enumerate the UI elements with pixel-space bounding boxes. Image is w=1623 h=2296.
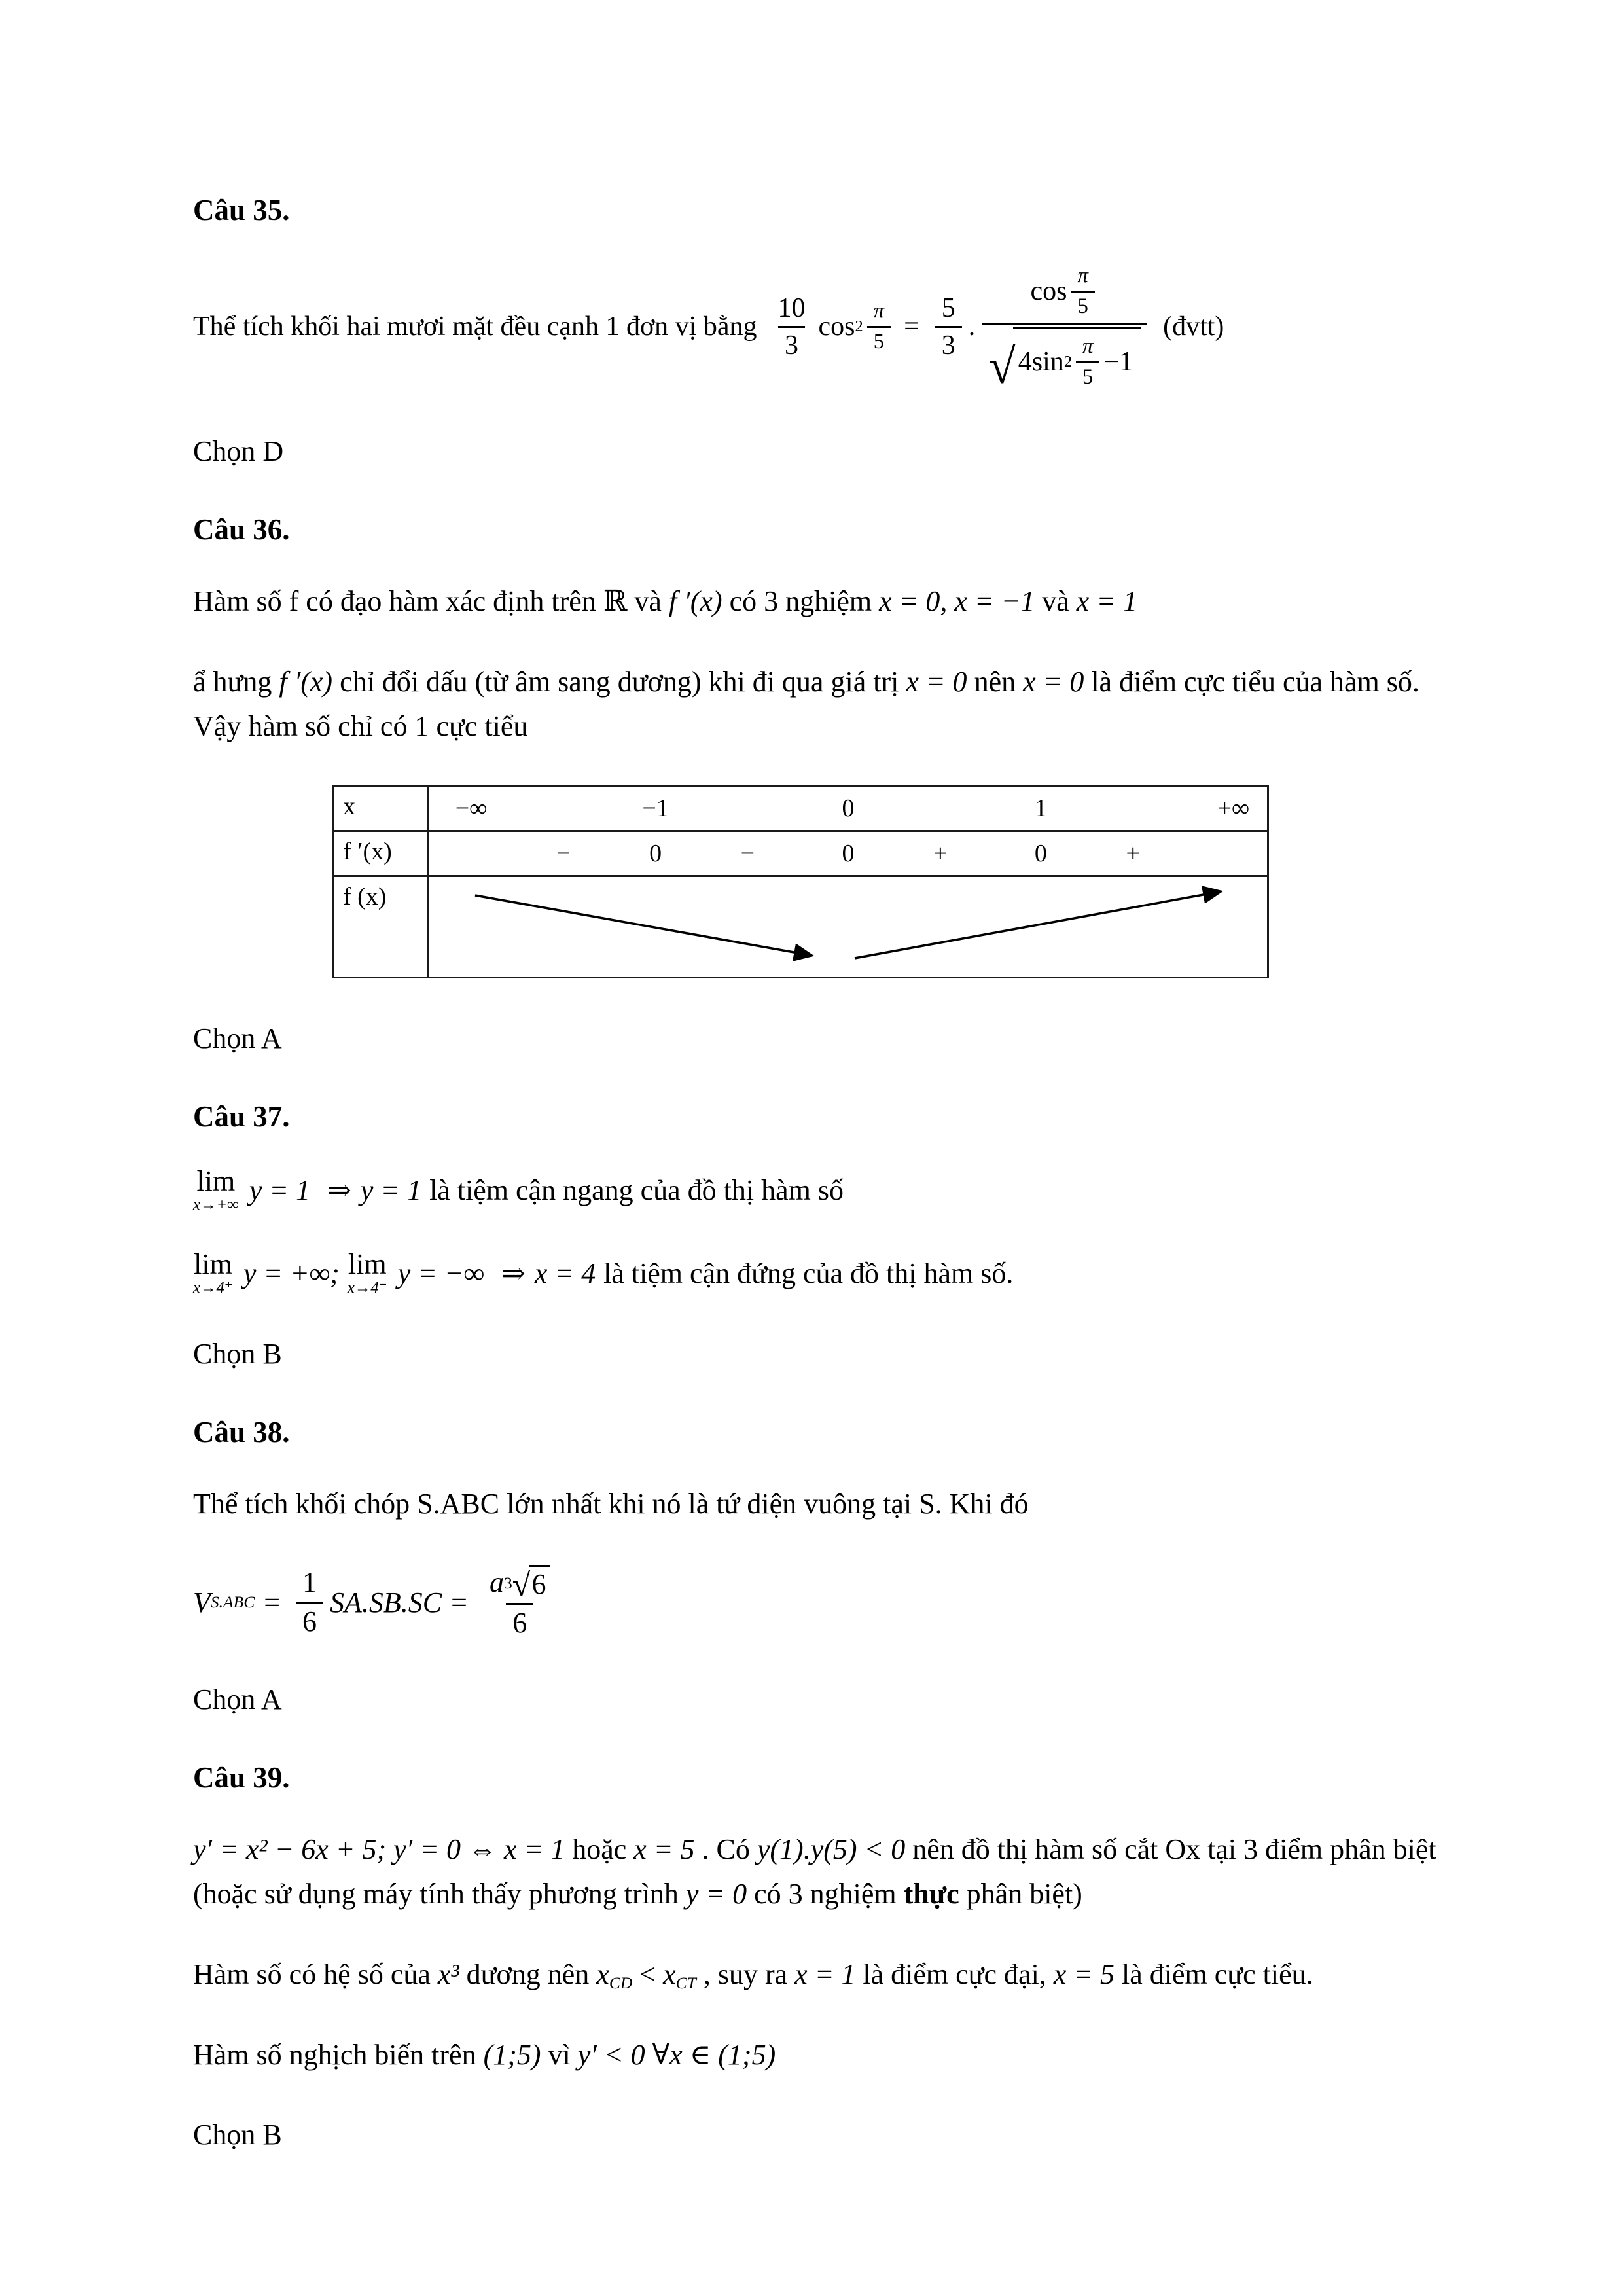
text-run: , suy ra xyxy=(696,1958,795,1991)
question-39-paragraph-1 xyxy=(193,1827,1436,1916)
question-37-line-1 xyxy=(193,1166,1436,1213)
limit-notation xyxy=(193,1166,239,1213)
x-value: 0 xyxy=(842,795,855,823)
math-fragment: y = 1 xyxy=(249,1174,310,1206)
question-37-line-2 xyxy=(193,1249,1436,1297)
bold-word: thực xyxy=(903,1877,959,1910)
exponent: 2 xyxy=(855,317,863,336)
lim-subscript: x→+∞ xyxy=(193,1196,239,1214)
variable-x: x xyxy=(596,1958,609,1991)
text-run: và xyxy=(1035,584,1077,617)
variation-table xyxy=(332,785,1269,978)
math-fragment: x = 5 xyxy=(633,1833,695,1865)
cos-function: cos xyxy=(1030,276,1067,307)
fraction-denominator: 3 xyxy=(935,326,962,363)
sign-value: − xyxy=(556,840,571,868)
text-run: . Có xyxy=(694,1833,757,1865)
text-run: là điểm cực tiểu. xyxy=(1115,1958,1313,1991)
question-38-formula xyxy=(193,1563,1436,1642)
limit-notation xyxy=(193,1249,233,1297)
radical-sign: √ xyxy=(512,1566,531,1603)
math-fragment: y = 1 xyxy=(360,1174,422,1206)
question-39 xyxy=(193,1761,1436,2152)
math-fragment: f ′(x) xyxy=(279,665,333,698)
text-run: là điểm cực đại, xyxy=(855,1958,1054,1991)
question-36 xyxy=(193,512,1436,1056)
text-run: phân biệt) xyxy=(959,1877,1082,1910)
fraction-denominator: 6 xyxy=(506,1603,533,1642)
x-value: 1 xyxy=(1034,795,1047,823)
question-38-paragraph: Thể tích khối chóp S.ABC lớn nhất khi nó là tứ diện vuông tại S. Khi đó xyxy=(193,1488,1029,1520)
math-fragment: x = 1 xyxy=(794,1958,856,1991)
square-root xyxy=(988,327,1141,395)
answer-choice-q36: Chọn A xyxy=(193,1022,282,1055)
lim-word: lim xyxy=(194,1248,232,1281)
volume-subscript: S.ABC xyxy=(210,1592,255,1612)
text-run: Hàm số f có đạo hàm xác định trên xyxy=(193,584,603,617)
radicand xyxy=(1013,327,1141,391)
lim-word: lim xyxy=(196,1165,236,1198)
text-run: hoặc xyxy=(565,1833,634,1865)
question-38 xyxy=(193,1415,1436,1715)
row-f-arrows xyxy=(429,877,1267,977)
text-run: có 3 nghiệm xyxy=(722,584,880,617)
variable-x: x xyxy=(663,1958,676,1991)
answer-choice-q39: Chọn B xyxy=(193,2119,282,2151)
subscript-CT: CT xyxy=(675,1973,696,1993)
fraction-numerator: π xyxy=(1077,264,1088,287)
result-fraction xyxy=(483,1563,557,1642)
math-fragment: x = 1 xyxy=(1076,584,1138,617)
sign-value: + xyxy=(1126,840,1140,868)
sign-value: − xyxy=(740,840,755,868)
answer-choice-q37: Chọn B xyxy=(193,1338,282,1371)
lim-subscript: x→4⁺ xyxy=(193,1279,233,1297)
question-36-paragraph-1 xyxy=(193,579,1436,624)
text-run: nên xyxy=(967,665,1024,698)
big-fraction-denominator xyxy=(982,323,1147,393)
question-37-heading: Câu 37. xyxy=(193,1100,290,1134)
lim-subscript: x→4⁻ xyxy=(347,1279,387,1297)
subscript-CD: CD xyxy=(609,1973,633,1993)
text-run: ẩ hưng xyxy=(193,665,279,698)
fraction-numerator: 5 xyxy=(941,293,955,323)
variable-a: a xyxy=(489,1566,504,1599)
big-fraction-numerator xyxy=(1024,260,1105,323)
fraction-pi-5 xyxy=(1076,332,1099,391)
math-fragment: x = 0 xyxy=(1023,665,1084,698)
real-numbers-symbol: ℝ xyxy=(603,584,628,617)
fraction-numerator: 10 xyxy=(777,293,806,323)
math-fragment: y′ < 0 ∀x ∈ (1;5) xyxy=(577,2039,776,2072)
radical-sign: √ xyxy=(988,340,1016,395)
fraction-pi-5 xyxy=(1071,262,1094,321)
sign-value: + xyxy=(933,840,948,868)
answer-choice-q35: Chọn D xyxy=(193,435,284,467)
fraction-pi-5 xyxy=(867,297,891,356)
math-fragment: f ′(x) xyxy=(668,584,722,617)
math-fragment: x³ xyxy=(437,1958,459,1991)
implies-arrow: ⇒ xyxy=(501,1257,526,1289)
implies-arrow: ⇒ xyxy=(327,1174,351,1206)
big-fraction xyxy=(982,260,1147,394)
math-fragment: x = 0 xyxy=(906,665,967,698)
minus-one: −1 xyxy=(1103,347,1133,378)
fraction-1-6 xyxy=(296,1564,323,1640)
exponent: 3 xyxy=(503,1573,512,1592)
text-run: có 3 nghiệm xyxy=(747,1877,904,1910)
row-fprime-values xyxy=(429,832,1267,875)
question-35 xyxy=(193,193,1436,468)
x-value: −1 xyxy=(642,795,669,823)
text-run: Hàm số có hệ số của xyxy=(193,1958,438,1991)
question-35-statement xyxy=(193,260,1436,394)
text-run: là tiệm cận đứng của đồ thị hàm số. xyxy=(603,1257,1014,1289)
radicand: 6 xyxy=(529,1565,550,1602)
math-fragment: y(1).y(5) < 0 xyxy=(757,1833,906,1865)
fraction-5-3 xyxy=(935,291,962,364)
fraction-denominator: 5 xyxy=(1076,361,1099,392)
less-than: < xyxy=(632,1958,664,1991)
table-row-f xyxy=(334,875,1267,977)
fraction-numerator: π xyxy=(1082,334,1094,359)
row-label-fprime: f ′(x) xyxy=(334,832,429,875)
exponent: 2 xyxy=(1063,353,1072,371)
text-run: dương nên xyxy=(459,1958,597,1991)
fraction-denominator: 5 xyxy=(1071,291,1095,321)
row-label-x: x xyxy=(334,787,429,830)
sign-value: 0 xyxy=(842,840,855,868)
text-run: nên đồ thị hàm số cắt Ox tại 3 điểm phân biệt (hoặc sử dụng máy tính thấy phương trình xyxy=(193,1833,1436,1910)
text-run: Thể tích khối hai mươi mặt đều cạnh 1 đơn vị bằng xyxy=(193,312,757,342)
x-value: −∞ xyxy=(455,795,488,823)
table-row-x xyxy=(334,787,1267,830)
fraction-denominator: 5 xyxy=(867,326,891,357)
lim-word: lim xyxy=(348,1248,387,1281)
text-run: vì xyxy=(541,2039,578,2072)
fraction-denominator: 6 xyxy=(296,1602,323,1641)
math-fragment: y = −∞ xyxy=(397,1257,484,1289)
math-fragment: y′ = x² − 6x + 5; y′ = 0 ⇔ x = 1 xyxy=(193,1833,565,1865)
equals-sign: = xyxy=(264,1586,281,1619)
equals-sign: = xyxy=(451,1586,467,1619)
text-run: chỉ đổi dấu (từ âm sang dương) khi đi qua giá trị xyxy=(332,665,906,698)
fraction-numerator xyxy=(483,1563,557,1604)
multiplication-dot: . xyxy=(968,312,976,342)
question-36-paragraph-2 xyxy=(193,660,1436,749)
text-run: và xyxy=(627,584,669,617)
question-39-paragraph-3 xyxy=(193,2033,1436,2077)
sin-function: 4sin xyxy=(1018,347,1064,378)
volume-symbol: V xyxy=(193,1586,211,1619)
sign-value: 0 xyxy=(1034,840,1047,868)
text-run: là tiệm cận ngang của đồ thị hàm số xyxy=(429,1174,844,1206)
text-run: là điểm cực tiểu của hàm số. Vậy hàm số chỉ có 1 cực tiểu xyxy=(193,665,1419,743)
text-run: Hàm số nghịch biến trên xyxy=(193,2039,484,2072)
question-35-heading: Câu 35. xyxy=(193,194,290,226)
question-39-heading: Câu 39. xyxy=(193,1761,290,1794)
row-label-f: f (x) xyxy=(334,877,429,977)
unit-label: (đvtt) xyxy=(1163,312,1224,342)
variation-arrows-icon xyxy=(429,877,1267,977)
math-fragment: (1;5) xyxy=(483,2039,541,2072)
fraction-denominator: 3 xyxy=(778,326,805,363)
square-root xyxy=(512,1565,550,1602)
row-x-values xyxy=(429,787,1267,830)
question-36-heading: Câu 36. xyxy=(193,512,290,546)
answer-choice-q38: Chọn A xyxy=(193,1683,282,1715)
fraction-numerator: 1 xyxy=(302,1566,317,1599)
question-39-paragraph-2 xyxy=(193,1952,1436,1997)
limit-notation xyxy=(348,1249,387,1297)
math-fragment: y = 0 xyxy=(685,1877,747,1910)
fraction-numerator: π xyxy=(873,299,885,323)
question-37 xyxy=(193,1100,1436,1371)
cos-function: cos xyxy=(818,312,855,342)
table-row-fprime xyxy=(334,830,1267,875)
math-fragment: SA.SB.SC xyxy=(330,1586,442,1619)
x-value: +∞ xyxy=(1217,795,1250,823)
equals-sign: = xyxy=(904,312,919,342)
question-38-heading: Câu 38. xyxy=(193,1416,290,1449)
math-fragment: y = +∞; xyxy=(243,1257,340,1289)
math-fragment: x = 0, x = −1 xyxy=(879,584,1035,617)
math-fragment: x = 5 xyxy=(1053,1958,1115,1991)
sign-value: 0 xyxy=(649,840,662,868)
fraction-10-3 xyxy=(772,291,812,364)
math-fragment: x = 4 xyxy=(534,1257,596,1289)
